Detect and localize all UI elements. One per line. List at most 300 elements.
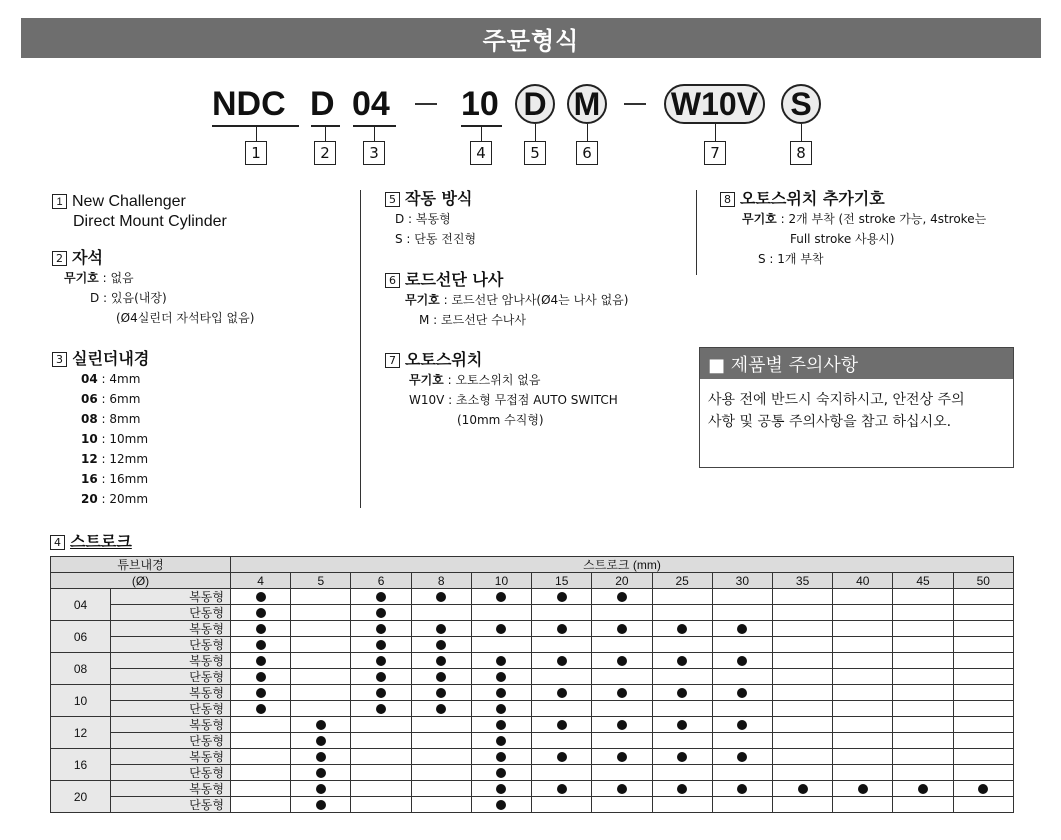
bore-option-value: : 8mm [97, 412, 141, 426]
stroke-cell [291, 653, 351, 669]
section-number: 6 [385, 273, 400, 288]
stroke-cell [652, 781, 712, 797]
stroke-cell [652, 621, 712, 637]
stroke-cell [712, 669, 772, 685]
code-index-6: 6 [576, 141, 598, 165]
availability-dot [737, 752, 747, 762]
stroke-cell [712, 589, 772, 605]
availability-dot [376, 592, 386, 602]
stroke-cell [712, 749, 772, 765]
connector-6 [587, 124, 588, 141]
table-row [51, 637, 1014, 653]
stroke-cell [231, 733, 291, 749]
stroke-column-header: 40 [833, 573, 893, 589]
availability-dot [617, 720, 627, 730]
section-number: 4 [50, 535, 65, 550]
stroke-cell [833, 653, 893, 669]
availability-dot [376, 608, 386, 618]
stroke-cell [712, 685, 772, 701]
availability-dot [436, 656, 446, 666]
availability-dot [496, 688, 506, 698]
stroke-cell [953, 765, 1013, 781]
stroke-cell [471, 733, 531, 749]
bore-option-key: 06 [81, 392, 98, 406]
availability-dot [496, 672, 506, 682]
availability-dot [557, 624, 567, 634]
stroke-cell [411, 797, 471, 813]
stroke-cell [833, 589, 893, 605]
stroke-cell [532, 621, 592, 637]
stroke-cell [231, 605, 291, 621]
page-title-banner [21, 18, 1041, 58]
type-cell: 단동형 [111, 797, 231, 813]
section-title: 오토스위치 [405, 350, 483, 369]
availability-dot [436, 688, 446, 698]
stroke-cell [411, 733, 471, 749]
availability-dot [316, 800, 326, 810]
stroke-cell [291, 589, 351, 605]
table-row [51, 653, 1014, 669]
availability-dot [376, 688, 386, 698]
stroke-cell [592, 701, 652, 717]
stroke-cell [772, 653, 832, 669]
section-number: 8 [720, 192, 735, 207]
stroke-column-header: 50 [953, 573, 1013, 589]
code-index-4: 4 [470, 141, 492, 165]
option-line: W10V : 초소형 무접점 AUTO SWITCH [409, 393, 618, 407]
stroke-cell [833, 621, 893, 637]
bore-cell: 20 [51, 781, 111, 813]
stroke-cell [532, 765, 592, 781]
option-key: 무기호 [742, 212, 777, 226]
stroke-cell [893, 669, 953, 685]
availability-dot [316, 720, 326, 730]
stroke-cell [471, 653, 531, 669]
stroke-cell [893, 717, 953, 733]
stroke-cell [351, 653, 411, 669]
availability-dot [316, 752, 326, 762]
stroke-cell [291, 733, 351, 749]
stroke-cell [833, 701, 893, 717]
stroke-cell [471, 637, 531, 653]
stroke-cell [772, 717, 832, 733]
table-row [51, 765, 1014, 781]
availability-dot [496, 720, 506, 730]
option-key: 무기호 [409, 373, 444, 387]
availability-dot [737, 688, 747, 698]
stroke-cell [592, 637, 652, 653]
stroke-cell [291, 621, 351, 637]
notice-line: 사항 및 공통 주의사항을 참고 하십시오. [708, 414, 952, 430]
stroke-cell [772, 765, 832, 781]
stroke-cell [411, 701, 471, 717]
option-key: 무기호 [405, 293, 440, 307]
availability-dot [376, 672, 386, 682]
bore-option [81, 449, 149, 469]
stroke-cell [833, 685, 893, 701]
stroke-cell [351, 781, 411, 797]
stroke-cell [351, 637, 411, 653]
availability-dot [617, 784, 627, 794]
notice-box [699, 347, 1014, 468]
stroke-cell [772, 733, 832, 749]
stroke-cell [833, 749, 893, 765]
stroke-section-heading [50, 529, 132, 552]
stroke-column-header: 15 [532, 573, 592, 589]
section-magnet [52, 248, 254, 328]
type-cell: 복동형 [111, 589, 231, 605]
availability-dot [737, 720, 747, 730]
stroke-cell [351, 621, 411, 637]
stroke-cell [291, 717, 351, 733]
type-cell: 복동형 [111, 717, 231, 733]
stroke-cell [291, 637, 351, 653]
stroke-cell [652, 669, 712, 685]
stroke-cell [592, 797, 652, 813]
stroke-column-header: 35 [772, 573, 832, 589]
stroke-cell [592, 717, 652, 733]
availability-dot [858, 784, 868, 794]
stroke-cell [953, 717, 1013, 733]
section-number: 7 [385, 353, 400, 368]
stroke-cell [652, 605, 712, 621]
availability-dot [256, 688, 266, 698]
type-cell: 단동형 [111, 669, 231, 685]
stroke-cell [712, 717, 772, 733]
section-action [385, 189, 476, 249]
stroke-cell [893, 621, 953, 637]
stroke-cell [532, 605, 592, 621]
stroke-cell [893, 589, 953, 605]
stroke-cell [953, 621, 1013, 637]
bore-option-value: : 12mm [97, 452, 149, 466]
stroke-cell [772, 701, 832, 717]
bore-option-value: : 6mm [97, 392, 141, 406]
code-index-5: 5 [524, 141, 546, 165]
stroke-cell [351, 733, 411, 749]
availability-dot [436, 704, 446, 714]
stroke-cell [592, 765, 652, 781]
type-cell: 단동형 [111, 733, 231, 749]
stroke-cell [712, 797, 772, 813]
stroke-cell [833, 781, 893, 797]
bore-option [81, 429, 149, 449]
bore-cell: 04 [51, 589, 111, 621]
stroke-cell [893, 605, 953, 621]
availability-dot [436, 672, 446, 682]
type-cell: 복동형 [111, 653, 231, 669]
type-cell: 단동형 [111, 765, 231, 781]
stroke-cell [953, 701, 1013, 717]
stroke-cell [772, 589, 832, 605]
notice-body [700, 379, 1013, 433]
section-title: 실린더내경 [72, 349, 150, 368]
connector-1 [256, 126, 257, 141]
stroke-cell [291, 669, 351, 685]
availability-dot [496, 800, 506, 810]
stroke-cell [411, 653, 471, 669]
availability-dot [617, 656, 627, 666]
bore-option [81, 469, 149, 489]
availability-dot [677, 656, 687, 666]
stroke-column-header: 45 [893, 573, 953, 589]
stroke-cell [833, 797, 893, 813]
stroke-cell [833, 733, 893, 749]
bore-option-key: 12 [81, 452, 98, 466]
stroke-cell [231, 589, 291, 605]
bore-option-key: 10 [81, 432, 98, 446]
stroke-column-header: 30 [712, 573, 772, 589]
notice-line: 사용 전에 반드시 숙지하시고, 안전상 주의 [708, 392, 965, 408]
stroke-cell [592, 589, 652, 605]
bore-option [81, 389, 149, 409]
availability-dot [256, 608, 266, 618]
stroke-cell [532, 589, 592, 605]
stroke-cell [893, 797, 953, 813]
code-part-rod-thread: M [567, 84, 607, 124]
section-series [52, 192, 227, 232]
table-row [51, 685, 1014, 701]
stroke-cell [471, 685, 531, 701]
stroke-cell [953, 781, 1013, 797]
section-number: 5 [385, 192, 400, 207]
table-row [51, 781, 1014, 797]
type-cell: 단동형 [111, 637, 231, 653]
header-bore: 튜브내경 [51, 557, 231, 573]
option-key: 무기호 [64, 271, 99, 285]
bore-cell: 12 [51, 717, 111, 749]
bore-option [81, 409, 149, 429]
stroke-column-header: 5 [291, 573, 351, 589]
stroke-cell [772, 637, 832, 653]
stroke-cell [652, 749, 712, 765]
stroke-cell [291, 765, 351, 781]
availability-dot [737, 624, 747, 634]
section-number: 2 [52, 251, 67, 266]
stroke-cell [291, 701, 351, 717]
option-line: D : 복동형 [395, 212, 451, 226]
option-line: D : 있음(내장) [90, 291, 167, 305]
availability-dot [316, 736, 326, 746]
table-row [51, 733, 1014, 749]
bore-option-key: 16 [81, 472, 98, 486]
option-value: : 오토스위치 없음 [443, 373, 541, 387]
stroke-cell [532, 781, 592, 797]
stroke-cell [351, 717, 411, 733]
option-note: (Ø4실린더 자석타입 없음) [116, 311, 255, 325]
code-part-switch: W10V [664, 84, 765, 124]
type-cell: 복동형 [111, 781, 231, 797]
stroke-column-header: 8 [411, 573, 471, 589]
stroke-cell [652, 589, 712, 605]
stroke-column-header: 10 [471, 573, 531, 589]
stroke-cell [411, 669, 471, 685]
stroke-cell [532, 797, 592, 813]
stroke-cell [893, 765, 953, 781]
stroke-cell [772, 621, 832, 637]
bore-option-value: : 16mm [97, 472, 149, 486]
section-title: 자석 [72, 248, 103, 267]
stroke-cell [471, 781, 531, 797]
stroke-cell [893, 701, 953, 717]
stroke-cell [411, 621, 471, 637]
stroke-cell [411, 749, 471, 765]
stroke-cell [231, 653, 291, 669]
stroke-cell [592, 621, 652, 637]
connector-2 [325, 126, 326, 141]
section-title: 로드선단 나사 [405, 270, 504, 289]
code-dash-1 [415, 103, 437, 105]
stroke-cell [953, 733, 1013, 749]
stroke-cell [351, 589, 411, 605]
stroke-cell [411, 637, 471, 653]
stroke-column-header: 25 [652, 573, 712, 589]
availability-dot [798, 784, 808, 794]
code-part-switch-qty: S [781, 84, 821, 124]
stroke-cell [351, 749, 411, 765]
stroke-column-header: 6 [351, 573, 411, 589]
stroke-cell [231, 781, 291, 797]
connector-7 [715, 124, 716, 141]
availability-dot [617, 592, 627, 602]
availability-dot [557, 784, 567, 794]
stroke-cell [471, 669, 531, 685]
stroke-cell [351, 765, 411, 781]
section-number: 3 [52, 352, 67, 367]
type-cell: 복동형 [111, 685, 231, 701]
section-title-line2: Direct Mount Cylinder [73, 213, 227, 230]
type-cell: 복동형 [111, 621, 231, 637]
code-part-ndc: NDC [212, 85, 286, 123]
availability-dot [677, 720, 687, 730]
bore-cell: 06 [51, 621, 111, 653]
stroke-cell [411, 765, 471, 781]
notice-title: ■ 제품별 주의사항 [700, 348, 1013, 379]
code-part-bore: 04 [352, 85, 390, 123]
stroke-cell [652, 701, 712, 717]
stroke-cell [652, 685, 712, 701]
bore-option-key: 04 [81, 372, 98, 386]
stroke-cell [291, 781, 351, 797]
availability-dot [677, 784, 687, 794]
option-line: S : 1개 부착 [758, 252, 824, 266]
option-value: : 로드선단 암나사(Ø4는 나사 없음) [439, 293, 629, 307]
bore-option-key: 20 [81, 492, 98, 506]
stroke-cell [231, 717, 291, 733]
stroke-column-header: 4 [231, 573, 291, 589]
availability-dot [376, 704, 386, 714]
availability-dot [376, 656, 386, 666]
stroke-cell [411, 605, 471, 621]
stroke-cell [231, 621, 291, 637]
bore-list [52, 369, 149, 509]
table-row [51, 797, 1014, 813]
availability-dot [557, 592, 567, 602]
stroke-cell [592, 669, 652, 685]
availability-dot [256, 624, 266, 634]
stroke-cell [411, 589, 471, 605]
code-index-2: 2 [314, 141, 336, 165]
stroke-cell [833, 637, 893, 653]
availability-dot [256, 640, 266, 650]
code-index-8: 8 [790, 141, 812, 165]
stroke-cell [411, 717, 471, 733]
stroke-cell [772, 781, 832, 797]
stroke-cell [953, 669, 1013, 685]
stroke-cell [712, 781, 772, 797]
bore-cell: 10 [51, 685, 111, 717]
stroke-cell [471, 797, 531, 813]
availability-dot [316, 784, 326, 794]
stroke-cell [351, 605, 411, 621]
stroke-cell [712, 765, 772, 781]
section-title: 작동 방식 [405, 189, 473, 208]
stroke-cell [592, 605, 652, 621]
stroke-cell [772, 685, 832, 701]
stroke-cell [471, 605, 531, 621]
stroke-cell [712, 605, 772, 621]
table-row [51, 717, 1014, 733]
stroke-cell [471, 765, 531, 781]
stroke-cell [592, 781, 652, 797]
type-cell: 단동형 [111, 605, 231, 621]
bore-cell: 16 [51, 749, 111, 781]
code-index-1: 1 [245, 141, 267, 165]
availability-dot [376, 624, 386, 634]
connector-8 [801, 124, 802, 141]
stroke-cell [532, 749, 592, 765]
stroke-cell [291, 605, 351, 621]
availability-dot [557, 752, 567, 762]
availability-dot [316, 768, 326, 778]
bore-option-key: 08 [81, 412, 98, 426]
stroke-cell [772, 797, 832, 813]
stroke-cell [471, 717, 531, 733]
stroke-cell [652, 637, 712, 653]
connector-5 [535, 124, 536, 141]
stroke-cell [712, 653, 772, 669]
section-bore [52, 349, 149, 509]
table-row [51, 621, 1014, 637]
stroke-cell [532, 637, 592, 653]
stroke-cell [652, 765, 712, 781]
availability-dot [737, 656, 747, 666]
stroke-cell [893, 733, 953, 749]
availability-dot [496, 736, 506, 746]
availability-dot [617, 752, 627, 762]
header-bore-unit: (Ø) [51, 573, 231, 589]
availability-dot [918, 784, 928, 794]
stroke-cell [471, 589, 531, 605]
stroke-cell [652, 717, 712, 733]
availability-dot [436, 640, 446, 650]
stroke-cell [833, 605, 893, 621]
availability-dot [496, 624, 506, 634]
availability-dot [617, 624, 627, 634]
stroke-cell [953, 637, 1013, 653]
bore-option-value: : 4mm [97, 372, 141, 386]
code-dash-2 [624, 103, 646, 105]
stroke-cell [231, 765, 291, 781]
section-title: New Challenger [72, 193, 186, 210]
code-index-3: 3 [363, 141, 385, 165]
stroke-cell [833, 669, 893, 685]
stroke-cell [231, 669, 291, 685]
bore-option [81, 369, 149, 389]
bore-option [81, 489, 149, 509]
stroke-cell [652, 653, 712, 669]
stroke-cell [953, 589, 1013, 605]
